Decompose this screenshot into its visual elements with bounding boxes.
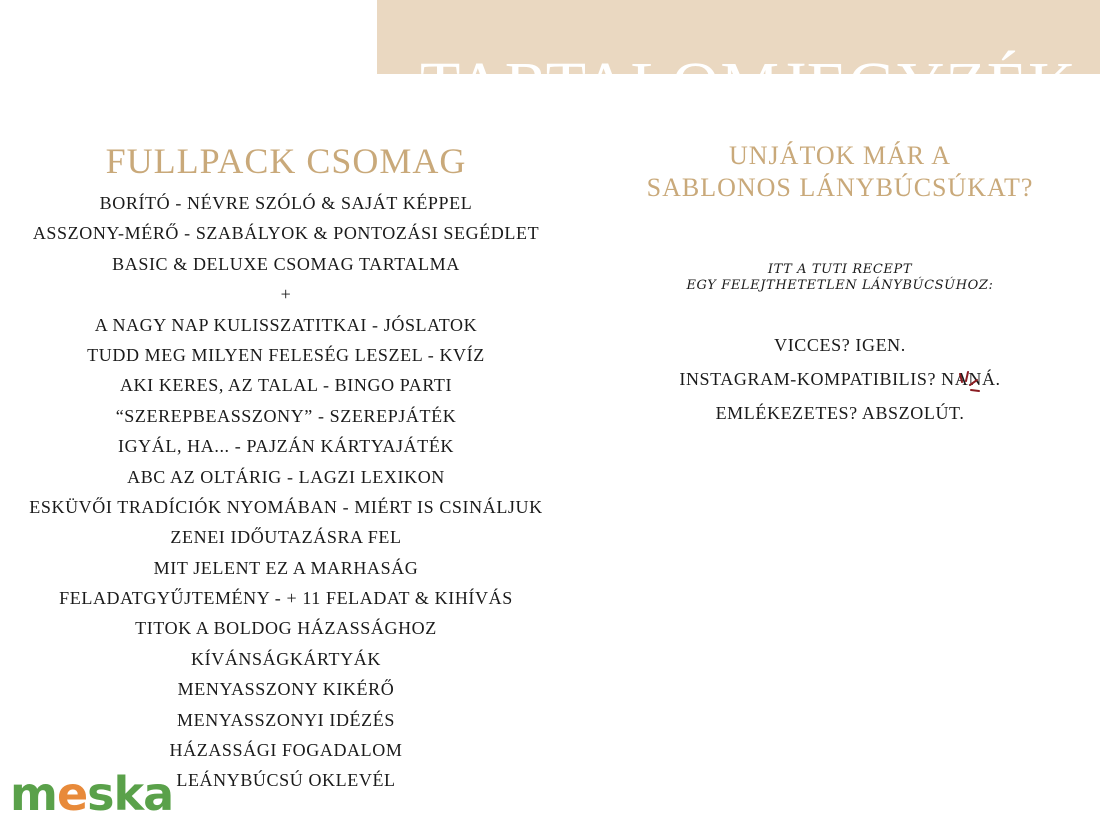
list-item: HÁZASSÁGI FOGADALOM xyxy=(169,740,403,761)
recipe-intro-line2: EGY FELEJTHETETLEN LÁNYBÚCSÚHOZ: xyxy=(686,278,994,293)
list-item: ESKÜVŐI TRADÍCIÓK NYOMÁBAN - MIÉRT IS CSINÁLJUK xyxy=(29,496,543,517)
fullpack-section xyxy=(20,138,552,796)
logo-text-part2: ska xyxy=(87,767,174,821)
recipe-line: EMLÉKEZETES? ABSZOLÚT. xyxy=(715,403,965,423)
recipe-line: VICCES? IGEN. xyxy=(774,335,906,355)
list-item: ABC AZ OLTÁRIG - LAGZI LEXIKON xyxy=(127,466,445,487)
recipe-section xyxy=(620,140,1060,430)
list-item: AKI KERES, AZ TALAL - BINGO PARTI xyxy=(119,375,453,396)
list-item: LEÁNYBÚCSÚ OKLEVÉL xyxy=(176,770,396,791)
sparkle-icon xyxy=(950,368,982,400)
list-item: ZENEI IDŐUTAZÁSRA FEL xyxy=(170,527,402,548)
recipe-intro-line1: ITT A TUTI RECEPT xyxy=(767,262,913,277)
list-item: KÍVÁNSÁGKÁRTYÁK xyxy=(191,648,381,669)
recipe-title-line1: UNJÁTOK MÁR A xyxy=(729,141,951,170)
list-item: A NAGY NAP KULISSZATITKAI - JÓSLATOK xyxy=(94,314,478,335)
list-item: IGYÁL, HA... - PAJZÁN KÁRTYAJÁTÉK xyxy=(117,436,455,457)
fullpack-list xyxy=(20,188,552,796)
list-item: MENYASSZONYI IDÉZÉS xyxy=(177,709,395,730)
logo-text-accent: e xyxy=(56,767,88,821)
recipe-title xyxy=(620,140,1060,204)
list-item: TITOK A BOLDOG HÁZASSÁGHOZ xyxy=(135,618,437,639)
list-item: ASSZONY-MÉRŐ - SZABÁLYOK & PONTOZÁSI SEGÉDLET xyxy=(32,223,540,244)
list-item: BASIC & DELUXE CSOMAG TARTALMA xyxy=(112,253,460,274)
recipe-lines xyxy=(620,328,1060,430)
list-item: MENYASSZONY KIKÉRŐ xyxy=(177,679,395,700)
list-item: BORÍTÓ - NÉVRE SZÓLÓ & SAJÁT KÉPPEL xyxy=(99,193,473,213)
meska-logo xyxy=(10,764,173,824)
list-item: “SZEREPBEASSZONY” - SZEREPJÁTÉK xyxy=(115,405,457,426)
logo-text-part1: m xyxy=(10,767,57,821)
list-item: TUDD MEG MILYEN FELESÉG LESZEL - KVÍZ xyxy=(87,344,485,365)
list-item: FELADATGYŰJTEMÉNY - + 11 FELADAT & KIHÍVÁS xyxy=(59,588,513,609)
fullpack-title: FULLPACK CSOMAG xyxy=(105,141,467,181)
page-title: TARTALOMJEGYZÉK xyxy=(420,49,1077,123)
recipe-title-line2: SABLONOS LÁNYBÚCSÚKAT? xyxy=(646,173,1034,202)
plus-separator: + xyxy=(280,284,292,305)
recipe-line: INSTAGRAM-KOMPATIBILIS? NANÁ. xyxy=(679,369,1001,389)
recipe-intro xyxy=(620,262,1060,294)
list-item: MIT JELENT EZ A MARHASÁG xyxy=(153,557,419,578)
